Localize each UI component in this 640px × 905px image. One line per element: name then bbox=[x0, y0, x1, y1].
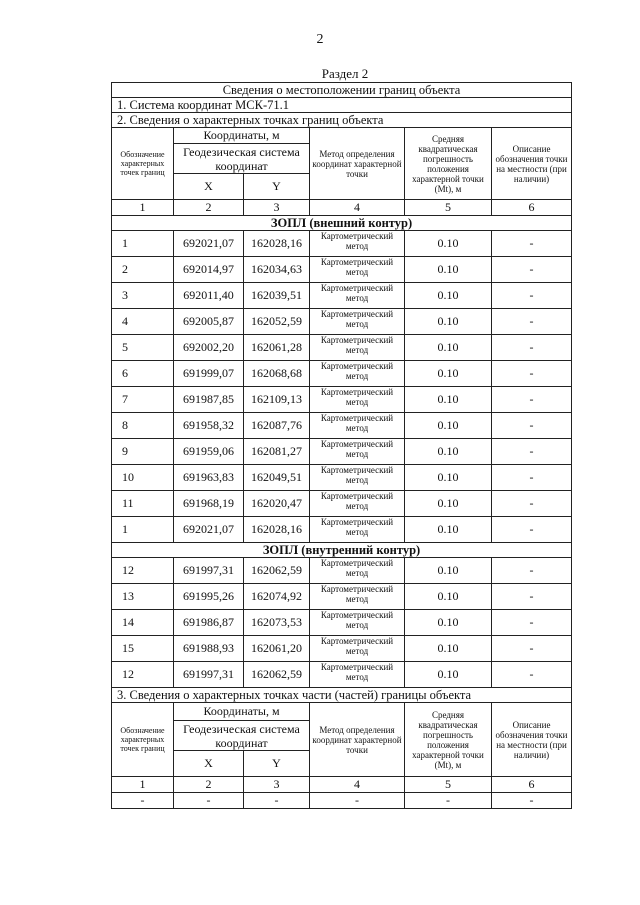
description-cell: - bbox=[492, 257, 572, 283]
column-number-cell: 5 bbox=[405, 200, 492, 216]
x-coordinate-cell: 692021,07 bbox=[174, 517, 244, 543]
point-cell: 15 bbox=[112, 636, 174, 662]
accuracy-cell: 0.10 bbox=[405, 439, 492, 465]
column-number-cell: 2 bbox=[174, 777, 244, 793]
table-row bbox=[112, 610, 572, 636]
point-cell: 10 bbox=[112, 465, 174, 491]
part2-title: 2. Сведения о характерных точках границ объекта bbox=[112, 113, 572, 128]
accuracy-cell: 0.10 bbox=[405, 335, 492, 361]
y-coordinate-cell: 162068,68 bbox=[244, 361, 310, 387]
inner-contour-title: ЗОПЛ (внутренний контур) bbox=[112, 543, 572, 558]
x-coordinate-cell: 692005,87 bbox=[174, 309, 244, 335]
point-cell: 12 bbox=[112, 558, 174, 584]
column-number-cell: 3 bbox=[244, 200, 310, 216]
x-coordinate-cell: 691995,26 bbox=[174, 584, 244, 610]
column-numbers-row-3 bbox=[112, 777, 572, 793]
y-coordinate-cell: 162061,20 bbox=[244, 636, 310, 662]
x-coordinate-cell: 691999,07 bbox=[174, 361, 244, 387]
point-cell: 6 bbox=[112, 361, 174, 387]
method-cell: Картометрический метод bbox=[310, 465, 405, 491]
accuracy-cell: 0.10 bbox=[405, 309, 492, 335]
description-cell: - bbox=[492, 491, 572, 517]
table-row bbox=[112, 231, 572, 257]
x-coordinate-cell: 691959,06 bbox=[174, 439, 244, 465]
method-cell: Картометрический метод bbox=[310, 517, 405, 543]
table-row bbox=[112, 465, 572, 491]
column-number-cell: 6 bbox=[492, 777, 572, 793]
method-cell: Картометрический метод bbox=[310, 558, 405, 584]
description-cell: - bbox=[492, 662, 572, 688]
method-cell: Картометрический метод bbox=[310, 231, 405, 257]
header-point-label: Обозначение характерных точек границ bbox=[112, 128, 174, 200]
accuracy-cell: 0.10 bbox=[405, 283, 492, 309]
header-accuracy-3: Средняя квадратическая погрешность положения характерной точки (Mt), м bbox=[405, 703, 492, 777]
description-cell: - bbox=[492, 413, 572, 439]
part3-empty-cell: - bbox=[244, 793, 310, 809]
point-cell: 11 bbox=[112, 491, 174, 517]
header-x-3: X bbox=[174, 751, 244, 777]
x-coordinate-cell: 691958,32 bbox=[174, 413, 244, 439]
description-cell: - bbox=[492, 231, 572, 257]
table-row bbox=[112, 335, 572, 361]
table-row bbox=[112, 387, 572, 413]
y-coordinate-cell: 162074,92 bbox=[244, 584, 310, 610]
table-row bbox=[112, 558, 572, 584]
y-coordinate-cell: 162028,16 bbox=[244, 231, 310, 257]
header-geodetic: Геодезическая система координат bbox=[174, 144, 310, 174]
y-coordinate-cell: 162034,63 bbox=[244, 257, 310, 283]
method-cell: Картометрический метод bbox=[310, 335, 405, 361]
accuracy-cell: 0.10 bbox=[405, 465, 492, 491]
x-coordinate-cell: 691968,19 bbox=[174, 491, 244, 517]
point-cell: 1 bbox=[112, 231, 174, 257]
x-coordinate-cell: 692021,07 bbox=[174, 231, 244, 257]
header-method: Метод определения координат характерной точки bbox=[310, 128, 405, 200]
method-cell: Картометрический метод bbox=[310, 413, 405, 439]
y-coordinate-cell: 162061,28 bbox=[244, 335, 310, 361]
description-cell: - bbox=[492, 517, 572, 543]
method-cell: Картометрический метод bbox=[310, 584, 405, 610]
y-coordinate-cell: 162039,51 bbox=[244, 283, 310, 309]
point-cell: 12 bbox=[112, 662, 174, 688]
y-coordinate-cell: 162052,59 bbox=[244, 309, 310, 335]
table-row bbox=[112, 257, 572, 283]
y-coordinate-cell: 162073,53 bbox=[244, 610, 310, 636]
y-coordinate-cell: 162062,59 bbox=[244, 662, 310, 688]
x-coordinate-cell: 692002,20 bbox=[174, 335, 244, 361]
x-coordinate-cell: 691988,93 bbox=[174, 636, 244, 662]
header-x: X bbox=[174, 174, 244, 200]
x-coordinate-cell: 691987,85 bbox=[174, 387, 244, 413]
accuracy-cell: 0.10 bbox=[405, 491, 492, 517]
point-cell: 4 bbox=[112, 309, 174, 335]
part3-empty-cell: - bbox=[492, 793, 572, 809]
header-geodetic-3: Геодезическая система координат bbox=[174, 721, 310, 751]
method-cell: Картометрический метод bbox=[310, 636, 405, 662]
header-description: Описание обозначения точки на местности (при наличии) bbox=[492, 128, 572, 200]
accuracy-cell: 0.10 bbox=[405, 517, 492, 543]
y-coordinate-cell: 162049,51 bbox=[244, 465, 310, 491]
accuracy-cell: 0.10 bbox=[405, 584, 492, 610]
header-accuracy: Средняя квадратическая погрешность положения характерной точки (Mt), м bbox=[405, 128, 492, 200]
x-coordinate-cell: 691986,87 bbox=[174, 610, 244, 636]
section-title: Раздел 2 bbox=[321, 66, 369, 81]
point-cell: 2 bbox=[112, 257, 174, 283]
column-number-cell: 5 bbox=[405, 777, 492, 793]
method-cell: Картометрический метод bbox=[310, 257, 405, 283]
table-row bbox=[112, 283, 572, 309]
point-cell: 7 bbox=[112, 387, 174, 413]
header-description-3: Описание обозначения точки на местности (при наличии) bbox=[492, 703, 572, 777]
accuracy-cell: 0.10 bbox=[405, 662, 492, 688]
table-row bbox=[112, 309, 572, 335]
accuracy-cell: 0.10 bbox=[405, 610, 492, 636]
description-cell: - bbox=[492, 465, 572, 491]
x-coordinate-cell: 691963,83 bbox=[174, 465, 244, 491]
part3-title: 3. Сведения о характерных точках части (частей) границы объекта bbox=[112, 688, 572, 703]
column-number-cell: 2 bbox=[174, 200, 244, 216]
table-title: Сведения о местоположении границ объекта bbox=[112, 83, 572, 98]
column-numbers-row bbox=[112, 200, 572, 216]
table-row bbox=[112, 413, 572, 439]
method-cell: Картометрический метод bbox=[310, 610, 405, 636]
page-number: 2 bbox=[316, 32, 324, 47]
part3-empty-cell: - bbox=[405, 793, 492, 809]
description-cell: - bbox=[492, 558, 572, 584]
column-number-cell: 6 bbox=[492, 200, 572, 216]
header-y: Y bbox=[244, 174, 310, 200]
method-cell: Картометрический метод bbox=[310, 439, 405, 465]
x-coordinate-cell: 692014,97 bbox=[174, 257, 244, 283]
part3-empty-cell: - bbox=[174, 793, 244, 809]
part3-empty-cell: - bbox=[310, 793, 405, 809]
description-cell: - bbox=[492, 361, 572, 387]
header-coordinates-3: Координаты, м bbox=[174, 703, 310, 721]
point-cell: 5 bbox=[112, 335, 174, 361]
method-cell: Картометрический метод bbox=[310, 361, 405, 387]
point-cell: 3 bbox=[112, 283, 174, 309]
table-row bbox=[112, 517, 572, 543]
method-cell: Картометрический метод bbox=[310, 309, 405, 335]
accuracy-cell: 0.10 bbox=[405, 413, 492, 439]
y-coordinate-cell: 162020,47 bbox=[244, 491, 310, 517]
point-cell: 13 bbox=[112, 584, 174, 610]
method-cell: Картометрический метод bbox=[310, 491, 405, 517]
accuracy-cell: 0.10 bbox=[405, 231, 492, 257]
accuracy-cell: 0.10 bbox=[405, 636, 492, 662]
description-cell: - bbox=[492, 309, 572, 335]
description-cell: - bbox=[492, 387, 572, 413]
table-row bbox=[112, 491, 572, 517]
y-coordinate-cell: 162062,59 bbox=[244, 558, 310, 584]
accuracy-cell: 0.10 bbox=[405, 361, 492, 387]
description-cell: - bbox=[492, 335, 572, 361]
y-coordinate-cell: 162109,13 bbox=[244, 387, 310, 413]
point-cell: 1 bbox=[112, 517, 174, 543]
part3-empty-row bbox=[112, 793, 572, 809]
header-y-3: Y bbox=[244, 751, 310, 777]
description-cell: - bbox=[492, 283, 572, 309]
description-cell: - bbox=[492, 439, 572, 465]
accuracy-cell: 0.10 bbox=[405, 558, 492, 584]
point-cell: 8 bbox=[112, 413, 174, 439]
column-number-cell: 4 bbox=[310, 777, 405, 793]
column-number-cell: 1 bbox=[112, 777, 174, 793]
header-method-3: Метод определения координат характерной точки bbox=[310, 703, 405, 777]
y-coordinate-cell: 162081,27 bbox=[244, 439, 310, 465]
coord-system-row: 1. Система координат МСК-71.1 bbox=[112, 98, 572, 113]
point-cell: 14 bbox=[112, 610, 174, 636]
outer-contour-title: ЗОПЛ (внешний контур) bbox=[112, 216, 572, 231]
column-number-cell: 4 bbox=[310, 200, 405, 216]
y-coordinate-cell: 162028,16 bbox=[244, 517, 310, 543]
description-cell: - bbox=[492, 584, 572, 610]
header-coordinates: Координаты, м bbox=[174, 128, 310, 144]
description-cell: - bbox=[492, 636, 572, 662]
method-cell: Картометрический метод bbox=[310, 387, 405, 413]
method-cell: Картометрический метод bbox=[310, 662, 405, 688]
x-coordinate-cell: 691997,31 bbox=[174, 662, 244, 688]
column-number-cell: 3 bbox=[244, 777, 310, 793]
description-cell: - bbox=[492, 610, 572, 636]
table-row bbox=[112, 636, 572, 662]
y-coordinate-cell: 162087,76 bbox=[244, 413, 310, 439]
method-cell: Картометрический метод bbox=[310, 283, 405, 309]
table-row bbox=[112, 361, 572, 387]
part3-empty-cell: - bbox=[112, 793, 174, 809]
x-coordinate-cell: 691997,31 bbox=[174, 558, 244, 584]
accuracy-cell: 0.10 bbox=[405, 387, 492, 413]
column-number-cell: 1 bbox=[112, 200, 174, 216]
table-row bbox=[112, 662, 572, 688]
table-row bbox=[112, 584, 572, 610]
header-point-label-3: Обозначение характерных точек границ bbox=[112, 703, 174, 777]
point-cell: 9 bbox=[112, 439, 174, 465]
x-coordinate-cell: 692011,40 bbox=[174, 283, 244, 309]
boundary-table bbox=[111, 82, 572, 809]
table-row bbox=[112, 439, 572, 465]
accuracy-cell: 0.10 bbox=[405, 257, 492, 283]
